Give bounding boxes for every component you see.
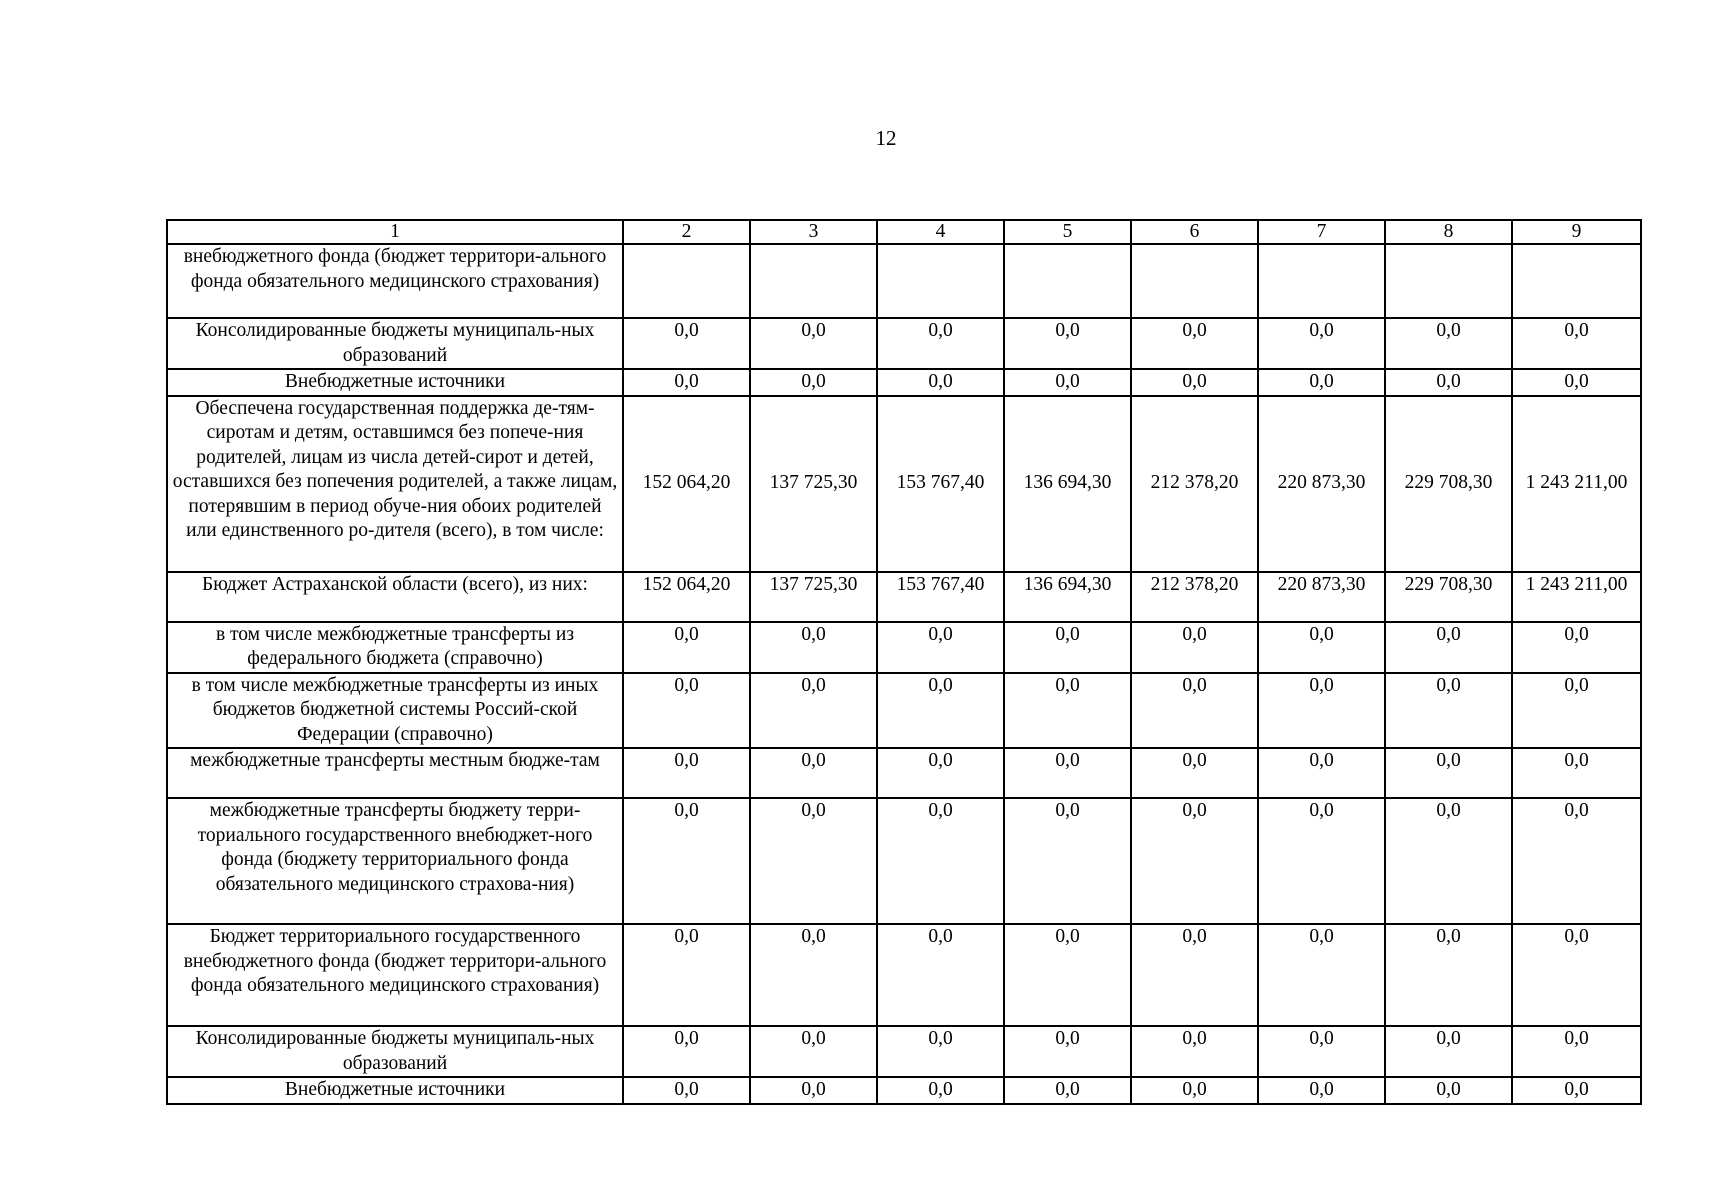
value-cell: 0,0 (1385, 318, 1512, 369)
value-cell: 0,0 (877, 748, 1004, 798)
value-cell: 0,0 (750, 318, 877, 369)
value-cell (1385, 244, 1512, 318)
value-cell: 153 767,40 (877, 572, 1004, 622)
value-cell: 0,0 (1385, 1077, 1512, 1104)
value-cell: 229 708,30 (1385, 572, 1512, 622)
value-cell: 0,0 (623, 673, 750, 749)
value-cell: 0,0 (623, 369, 750, 396)
value-cell: 0,0 (750, 1077, 877, 1104)
value-cell: 0,0 (1004, 369, 1131, 396)
column-header: 7 (1258, 220, 1385, 244)
value-cell: 0,0 (1004, 622, 1131, 673)
value-cell: 0,0 (1258, 318, 1385, 369)
value-cell: 0,0 (1131, 1026, 1258, 1077)
value-cell: 0,0 (1512, 318, 1641, 369)
table-row (167, 1077, 1641, 1104)
row-label: в том числе межбюджетные трансферты из иных бюджетов бюджетной системы Россий-ской Федерации (справочно) (167, 673, 623, 749)
value-cell: 137 725,30 (750, 396, 877, 572)
header-row (167, 220, 1641, 244)
table-row (167, 396, 1641, 572)
value-cell: 0,0 (1131, 748, 1258, 798)
column-header: 2 (623, 220, 750, 244)
value-cell: 0,0 (877, 798, 1004, 924)
value-cell: 0,0 (1004, 798, 1131, 924)
value-cell: 0,0 (750, 748, 877, 798)
row-label: межбюджетные трансферты бюджету терри-ториального государственного внебюджет-ного фонда (бюджету территориального фонда обязательного медицинского страхова-ния) (167, 798, 623, 924)
value-cell: 0,0 (623, 622, 750, 673)
column-header: 8 (1385, 220, 1512, 244)
value-cell: 0,0 (1004, 924, 1131, 1026)
value-cell: 0,0 (1385, 673, 1512, 749)
row-label: в том числе межбюджетные трансферты из федерального бюджета (справочно) (167, 622, 623, 673)
column-header: 5 (1004, 220, 1131, 244)
value-cell: 229 708,30 (1385, 396, 1512, 572)
table-row (167, 924, 1641, 1026)
value-cell: 0,0 (1385, 798, 1512, 924)
value-cell: 0,0 (1512, 369, 1641, 396)
value-cell: 0,0 (1385, 622, 1512, 673)
row-label: Внебюджетные источники (167, 369, 623, 396)
value-cell (1004, 244, 1131, 318)
table-row (167, 748, 1641, 798)
table-row (167, 1026, 1641, 1077)
value-cell: 0,0 (623, 798, 750, 924)
value-cell: 0,0 (1004, 748, 1131, 798)
value-cell: 0,0 (1385, 369, 1512, 396)
value-cell: 0,0 (1131, 622, 1258, 673)
value-cell: 0,0 (623, 1026, 750, 1077)
value-cell: 0,0 (1258, 1026, 1385, 1077)
value-cell: 0,0 (877, 673, 1004, 749)
row-label: Обеспечена государственная поддержка де-тям-сиротам и детям, оставшимся без попече-ния родителей, лицам из числа детей-сирот и детей, оставшихся без попечения родителей, а также лицам, потерявшим в период обуче-ния обоих родителей или единственного ро-дителя (всего), в том числе: (167, 396, 623, 572)
row-label: Консолидированные бюджеты муниципаль-ных образований (167, 1026, 623, 1077)
value-cell: 0,0 (1258, 673, 1385, 749)
table-row (167, 622, 1641, 673)
value-cell: 136 694,30 (1004, 572, 1131, 622)
row-label: Бюджет территориального государственного внебюджетного фонда (бюджет территори-ального фонда обязательного медицинского страхования) (167, 924, 623, 1026)
value-cell: 0,0 (623, 318, 750, 369)
value-cell: 0,0 (1004, 1077, 1131, 1104)
value-cell: 0,0 (877, 622, 1004, 673)
value-cell: 0,0 (1004, 1026, 1131, 1077)
value-cell: 0,0 (750, 369, 877, 396)
value-cell: 0,0 (1385, 924, 1512, 1026)
value-cell: 0,0 (1258, 748, 1385, 798)
value-cell: 0,0 (877, 1077, 1004, 1104)
table-row (167, 673, 1641, 749)
value-cell: 0,0 (1131, 798, 1258, 924)
value-cell: 0,0 (1131, 673, 1258, 749)
value-cell: 0,0 (877, 318, 1004, 369)
row-label: Внебюджетные источники (167, 1077, 623, 1104)
value-cell: 0,0 (877, 924, 1004, 1026)
value-cell (1512, 244, 1641, 318)
value-cell: 212 378,20 (1131, 572, 1258, 622)
value-cell (877, 244, 1004, 318)
value-cell: 0,0 (623, 1077, 750, 1104)
value-cell: 0,0 (1258, 924, 1385, 1026)
value-cell: 0,0 (1004, 673, 1131, 749)
value-cell (1131, 244, 1258, 318)
value-cell: 0,0 (1385, 1026, 1512, 1077)
column-header: 1 (167, 220, 623, 244)
value-cell: 0,0 (1512, 798, 1641, 924)
row-label: Бюджет Астраханской области (всего), из них: (167, 572, 623, 622)
value-cell: 152 064,20 (623, 396, 750, 572)
value-cell: 0,0 (1258, 622, 1385, 673)
value-cell: 0,0 (1512, 673, 1641, 749)
value-cell: 0,0 (750, 798, 877, 924)
value-cell: 153 767,40 (877, 396, 1004, 572)
value-cell: 212 378,20 (1131, 396, 1258, 572)
value-cell: 0,0 (1258, 798, 1385, 924)
value-cell: 0,0 (750, 673, 877, 749)
value-cell: 0,0 (1258, 1077, 1385, 1104)
value-cell: 0,0 (1131, 318, 1258, 369)
value-cell: 137 725,30 (750, 572, 877, 622)
page-number: 12 (875, 126, 897, 150)
value-cell: 220 873,30 (1258, 572, 1385, 622)
value-cell: 0,0 (1131, 1077, 1258, 1104)
row-label: внебюджетного фонда (бюджет территори-ального фонда обязательного медицинского страхования) (167, 244, 623, 318)
value-cell (623, 244, 750, 318)
value-cell: 220 873,30 (1258, 396, 1385, 572)
value-cell: 0,0 (1131, 369, 1258, 396)
value-cell: 0,0 (1258, 369, 1385, 396)
value-cell: 0,0 (1512, 622, 1641, 673)
value-cell (1258, 244, 1385, 318)
value-cell (750, 244, 877, 318)
value-cell: 1 243 211,00 (1512, 396, 1641, 572)
value-cell: 0,0 (750, 1026, 877, 1077)
table-row (167, 318, 1641, 369)
value-cell: 0,0 (877, 1026, 1004, 1077)
value-cell: 152 064,20 (623, 572, 750, 622)
value-cell: 0,0 (1512, 748, 1641, 798)
value-cell: 0,0 (1004, 318, 1131, 369)
column-header: 4 (877, 220, 1004, 244)
value-cell: 136 694,30 (1004, 396, 1131, 572)
value-cell: 0,0 (1512, 924, 1641, 1026)
column-header: 9 (1512, 220, 1641, 244)
column-header: 3 (750, 220, 877, 244)
value-cell: 0,0 (877, 369, 1004, 396)
value-cell: 0,0 (1131, 924, 1258, 1026)
value-cell: 0,0 (1385, 748, 1512, 798)
value-cell: 0,0 (623, 748, 750, 798)
value-cell: 0,0 (750, 622, 877, 673)
column-header: 6 (1131, 220, 1258, 244)
value-cell: 0,0 (1512, 1026, 1641, 1077)
value-cell: 0,0 (623, 924, 750, 1026)
table-row (167, 572, 1641, 622)
table-row (167, 244, 1641, 318)
value-cell: 0,0 (750, 924, 877, 1026)
value-cell: 1 243 211,00 (1512, 572, 1641, 622)
table-row (167, 369, 1641, 396)
row-label: межбюджетные трансферты местным бюдже-там (167, 748, 623, 798)
table-row (167, 798, 1641, 924)
budget-table (166, 219, 1642, 1105)
value-cell: 0,0 (1512, 1077, 1641, 1104)
row-label: Консолидированные бюджеты муниципаль-ных образований (167, 318, 623, 369)
